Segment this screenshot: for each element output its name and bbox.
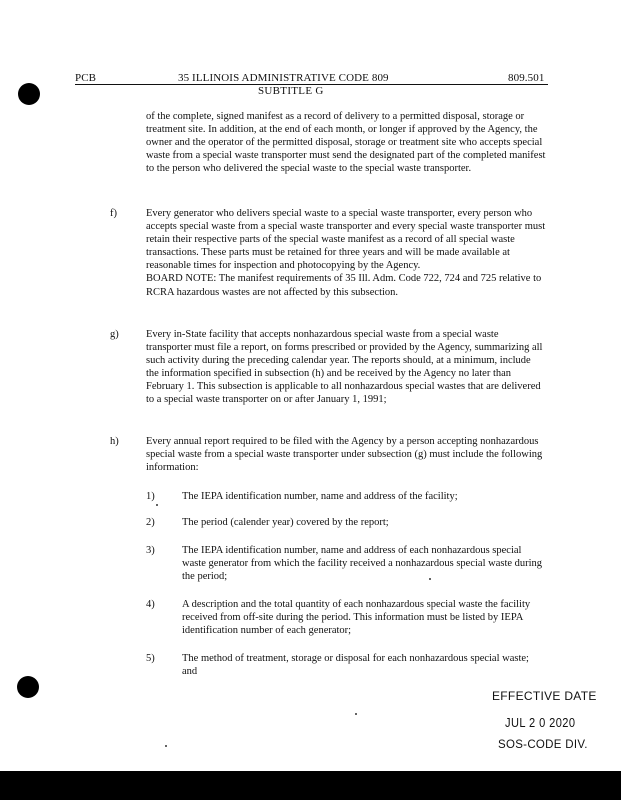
intro-paragraph: of the complete, signed manifest as a record of delivery to a permitted disposal, storage or treatment site. In addition, at the end of each month, or longer if approved by the Agency, the owner and the operator of the permitted disposal, storage or treatment site who accepts special waste from a special waste transporter must send the designated part of the completed manifest to the person who delivered the special waste to the special waste transporter. (146, 111, 546, 175)
header-section-number: 809.501 (508, 72, 545, 84)
section-f-text (146, 207, 546, 299)
item-3-label: 3) (146, 545, 155, 556)
section-g-label: g) (110, 329, 119, 340)
item-1-label: 1) (146, 491, 155, 502)
scan-speck (355, 713, 357, 715)
stamp-division: SOS-CODE DIV. (498, 739, 588, 751)
scan-speck (156, 504, 158, 506)
header-subtitle: SUBTITLE G (258, 85, 324, 97)
item-1-text: The IEPA identification number, name and address of the facility; (182, 491, 458, 502)
item-2-label: 2) (146, 517, 155, 528)
item-5-text: The method of treatment, storage or disposal for each nonhazardous special waste; and (182, 653, 529, 678)
section-f-board-note: BOARD NOTE: The manifest requirements of 35 Ill. Adm. Code 722, 724 and 725 relative to RCRA hazardous wastes are not affected by this subsection. (146, 273, 542, 298)
stamp-date: JUL 2 0 2020 (505, 715, 576, 730)
section-f-body: Every generator who delivers special waste to a special waste transporter, every person who accepts special waste from a special waste transporter and every special waste transporter must retain their respective parts of the special waste manifest as a record of all special waste transactions. These parts must be retained for three years and will be made available at reasonable times for inspection and photocopying by the Agency. (146, 208, 546, 272)
header-code-title: 35 ILLINOIS ADMINISTRATIVE CODE 809 (178, 72, 389, 84)
scan-speck (165, 745, 167, 747)
section-f-label: f) (110, 208, 117, 219)
item-4-text: A description and the total quantity of each nonhazardous special waste the facility received from off-site during the period. This information must be listed by IEPA identification number of each generator; (182, 599, 531, 637)
section-h-text: Every annual report required to be filed with the Agency by a person accepting nonhazardous special waste from a special waste transporter under subsection (g) must include the following information: (146, 436, 543, 474)
section-g-text: Every in-State facility that accepts nonhazardous special waste from a special waste transporter must file a report, on forms prescribed or provided by the Agency, summarizing all such activity during the preceding calendar year. The reports should, at a minimum, include the information specified in subsection (h) and be received by the Agency no later than February 1. This subsection is applicable to all nonhazardous special wastes that are delivered to a special waste transporter on or after January 1, 1991; (146, 329, 543, 406)
stamp-effective-date-title: EFFECTIVE DATE (492, 689, 597, 703)
item-4-label: 4) (146, 599, 155, 610)
scan-bottom-edge (0, 771, 621, 800)
item-2-text: The period (calender year) covered by the report; (182, 517, 389, 528)
item-5-label: 5) (146, 653, 155, 664)
scan-speck (429, 578, 431, 580)
header-agency: PCB (75, 72, 97, 84)
item-3-text: The IEPA identification number, name and address of each nonhazardous special waste generator from which the facility received a nonhazardous special waste during the period; (182, 545, 543, 583)
section-h-label: h) (110, 436, 119, 447)
punch-hole-bottom (17, 676, 39, 698)
punch-hole-top (18, 83, 40, 105)
